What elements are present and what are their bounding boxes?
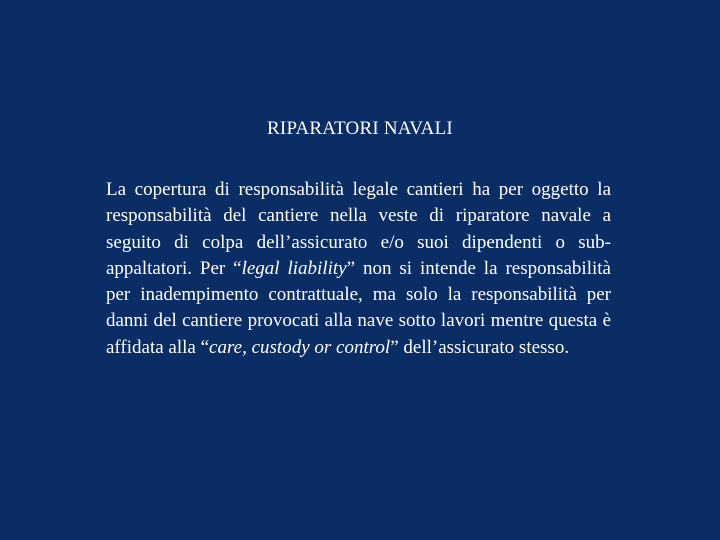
paragraph-text-part-2: ” non si intende la responsabilità per inadempimento contrattuale, ma solo la responsabilità per danni del cantiere provocati alla nave sotto lavori mentre questa è affidata alla “ <box>106 257 611 358</box>
paragraph-text-part-3: ” dell’assicurato stesso. <box>390 336 570 358</box>
paragraph-text-part-1: La copertura di responsabilità legale cantieri ha per oggetto la responsabilità del cantiere nella veste di riparatore navale a seguito di colpa dell’assicurato e/o suoi dipendenti o sub-appaltatori. Per “ <box>106 179 611 279</box>
slide-title: RIPARATORI NAVALI <box>267 118 453 139</box>
italic-term-legal-liability: legal liability <box>241 257 347 279</box>
italic-term-care-custody-control: care, custody or control <box>209 336 391 358</box>
slide-body-paragraph <box>106 177 611 361</box>
